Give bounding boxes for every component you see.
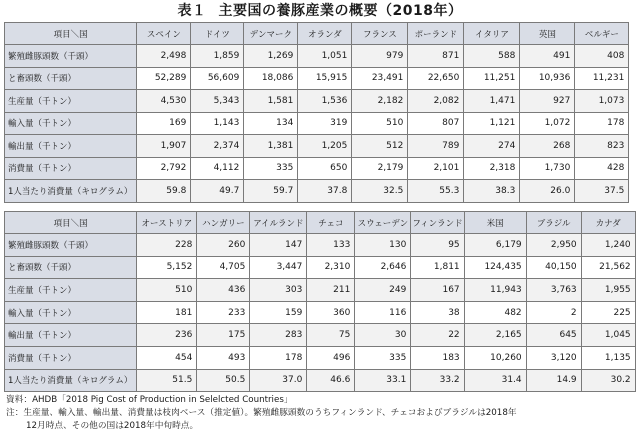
row-label: 輸入量（千トン）: [5, 112, 137, 135]
table-cell: 1,240: [581, 234, 635, 257]
table-cell: 360: [307, 301, 355, 324]
table-cell: 1,121: [464, 112, 520, 135]
table-cell: 159: [250, 301, 307, 324]
table-cell: 4,112: [191, 157, 244, 180]
table-cell: 233: [197, 301, 250, 324]
table-cell: 2,792: [137, 157, 191, 180]
country-header: オランダ: [298, 23, 352, 45]
table-cell: 236: [137, 324, 197, 347]
table-cell: 59.8: [137, 180, 191, 203]
table-cell: 14.9: [526, 369, 581, 392]
table-cell: 228: [137, 234, 197, 257]
table-cell: 436: [197, 279, 250, 302]
country-header: 英国: [520, 23, 575, 45]
table-row: [5, 369, 636, 392]
table-cell: 49.7: [191, 180, 244, 203]
table-cell: 133: [307, 234, 355, 257]
table-cell: 1,730: [520, 157, 575, 180]
table-cell: 56,609: [191, 67, 244, 90]
row-label: 生産量（千トン）: [5, 90, 137, 113]
table-number: 表１: [177, 3, 207, 19]
table-cell: 124,435: [464, 256, 526, 279]
table-cell: 75: [307, 324, 355, 347]
table-cell: 807: [408, 112, 464, 135]
row-label: 繁殖雌豚頭数（千頭）: [5, 45, 137, 68]
table-cell: 335: [355, 346, 411, 369]
table-cell: 51.5: [137, 369, 197, 392]
table-cell: 512: [352, 135, 408, 158]
table-cell: 31.4: [464, 369, 526, 392]
table-cell: 871: [408, 45, 464, 68]
table-cell: 1,381: [244, 135, 298, 158]
table-cell: 2,101: [408, 157, 464, 180]
table-cell: 21,562: [581, 256, 635, 279]
table-cell: 211: [307, 279, 355, 302]
table-cell: 52,289: [137, 67, 191, 90]
table-cell: 510: [352, 112, 408, 135]
table-cell: 23,491: [352, 67, 408, 90]
table-cell: 225: [581, 301, 635, 324]
table-cell: 823: [575, 135, 629, 158]
table-cell: 650: [298, 157, 352, 180]
table-cell: 37.5: [575, 180, 629, 203]
country-header: ベルギー: [575, 23, 629, 45]
source-note: 資料：AHDB「2018 Pig Cost of Production in Selelcted Countries」: [6, 395, 293, 405]
table-cell: 37.0: [250, 369, 307, 392]
table-cell: 979: [352, 45, 408, 68]
table-cell: 18,086: [244, 67, 298, 90]
row-label: 1人当たり消費量（キログラム）: [5, 180, 137, 203]
table-cell: 1,072: [520, 112, 575, 135]
table-cell: 2,179: [352, 157, 408, 180]
table-cell: 5,152: [137, 256, 197, 279]
table-cell: 510: [137, 279, 197, 302]
table-cell: 1,536: [298, 90, 352, 113]
table-cell: 454: [137, 346, 197, 369]
row-label: 輸出量（千トン）: [5, 324, 137, 347]
country-header: オーストリア: [137, 212, 197, 234]
table-cell: 1,859: [191, 45, 244, 68]
pig-industry-table-2: [4, 211, 636, 392]
table-cell: 178: [575, 112, 629, 135]
table-cell: 30.2: [581, 369, 635, 392]
table-row: [5, 256, 636, 279]
table-cell: 588: [464, 45, 520, 68]
table-cell: 38.3: [464, 180, 520, 203]
table-cell: 3,763: [526, 279, 581, 302]
row-label: 輸入量（千トン）: [5, 301, 137, 324]
table-cell: 22: [411, 324, 464, 347]
table-cell: 6,179: [464, 234, 526, 257]
table-cell: 26.0: [520, 180, 575, 203]
table-row: [5, 279, 636, 302]
table-cell: 927: [520, 90, 575, 113]
table-cell: 1,135: [581, 346, 635, 369]
row-label: 輸出量（千トン）: [5, 135, 137, 158]
table-cell: 116: [355, 301, 411, 324]
table-cell: 33.2: [411, 369, 464, 392]
table-cell: 4,705: [197, 256, 250, 279]
table-row: [5, 135, 629, 158]
table-cell: 1,045: [581, 324, 635, 347]
table-cell: 274: [464, 135, 520, 158]
row-label: と畜頭数（千頭）: [5, 256, 137, 279]
table-cell: 428: [575, 157, 629, 180]
table-cell: 249: [355, 279, 411, 302]
country-header: イタリア: [464, 23, 520, 45]
table-cell: 493: [197, 346, 250, 369]
pig-industry-table-1: [4, 22, 629, 203]
table-cell: 303: [250, 279, 307, 302]
table-cell: 1,051: [298, 45, 352, 68]
row-label: 1人当たり消費量（キログラム）: [5, 369, 137, 392]
table-cell: 491: [520, 45, 575, 68]
row-label: 繁殖雌豚頭数（千頭）: [5, 234, 137, 257]
table-cell: 2,318: [464, 157, 520, 180]
table-cell: 175: [197, 324, 250, 347]
table-cell: 1,269: [244, 45, 298, 68]
table-cell: 268: [520, 135, 575, 158]
table-row: [5, 301, 636, 324]
table-cell: 50.5: [197, 369, 250, 392]
table-cell: 178: [250, 346, 307, 369]
table-cell: 1,073: [575, 90, 629, 113]
table-cell: 482: [464, 301, 526, 324]
country-header: ブラジル: [526, 212, 581, 234]
table-cell: 130: [355, 234, 411, 257]
table-row: [5, 324, 636, 347]
table-cell: 169: [137, 112, 191, 135]
corner-header: 項目＼国: [5, 23, 137, 45]
table-cell: 2,374: [191, 135, 244, 158]
country-header: 米国: [464, 212, 526, 234]
table-cell: 40,150: [526, 256, 581, 279]
table-cell: 2,165: [464, 324, 526, 347]
table-cell: 645: [526, 324, 581, 347]
table-cell: 2,498: [137, 45, 191, 68]
table-cell: 33.1: [355, 369, 411, 392]
table-cell: 95: [411, 234, 464, 257]
table-row: [5, 90, 629, 113]
country-header: フランス: [352, 23, 408, 45]
corner-header: 項目＼国: [5, 212, 137, 234]
table-cell: 1,811: [411, 256, 464, 279]
footnote-line-2: 12月時点、その他の国は2018年中旬時点。: [26, 421, 199, 431]
table-cell: 11,943: [464, 279, 526, 302]
country-header: デンマーク: [244, 23, 298, 45]
country-header: ハンガリー: [197, 212, 250, 234]
table-cell: 1,143: [191, 112, 244, 135]
table-cell: 2,646: [355, 256, 411, 279]
table-cell: 2,082: [408, 90, 464, 113]
table-cell: 3,447: [250, 256, 307, 279]
table-cell: 59.7: [244, 180, 298, 203]
table-row: [5, 234, 636, 257]
row-label: と畜頭数（千頭）: [5, 67, 137, 90]
table-cell: 496: [307, 346, 355, 369]
row-label: 生産量（千トン）: [5, 279, 137, 302]
table-row: [5, 112, 629, 135]
table-cell: 4,530: [137, 90, 191, 113]
row-label: 消費量（千トン）: [5, 157, 137, 180]
table-cell: 22,650: [408, 67, 464, 90]
header-row: [5, 23, 629, 45]
country-header: ポーランド: [408, 23, 464, 45]
header-row: [5, 212, 636, 234]
table-cell: 147: [250, 234, 307, 257]
table-cell: 2,310: [307, 256, 355, 279]
table-cell: 32.5: [352, 180, 408, 203]
table-cell: 10,260: [464, 346, 526, 369]
table-cell: 789: [408, 135, 464, 158]
table-cell: 2,182: [352, 90, 408, 113]
table-cell: 260: [197, 234, 250, 257]
country-header: カナダ: [581, 212, 635, 234]
table-cell: 183: [411, 346, 464, 369]
row-label: 消費量（千トン）: [5, 346, 137, 369]
table-cell: 319: [298, 112, 352, 135]
table-cell: 1,205: [298, 135, 352, 158]
table-cell: 55.3: [408, 180, 464, 203]
table-title-text: 主要国の養豚産業の概要（2018年）: [218, 3, 463, 19]
country-header: アイルランド: [250, 212, 307, 234]
country-header: チェコ: [307, 212, 355, 234]
table-cell: 408: [575, 45, 629, 68]
country-header: フィンランド: [411, 212, 464, 234]
table-row: [5, 67, 629, 90]
table-cell: 1,955: [581, 279, 635, 302]
table-cell: 10,936: [520, 67, 575, 90]
table-cell: 2,950: [526, 234, 581, 257]
table-cell: 11,231: [575, 67, 629, 90]
table-title: [0, 2, 640, 20]
table-cell: 15,915: [298, 67, 352, 90]
table-cell: 1,471: [464, 90, 520, 113]
table-cell: 5,343: [191, 90, 244, 113]
table-cell: 37.8: [298, 180, 352, 203]
table-cell: 134: [244, 112, 298, 135]
table-cell: 1,907: [137, 135, 191, 158]
country-header: スウェーデン: [355, 212, 411, 234]
table-cell: 283: [250, 324, 307, 347]
table-row: [5, 346, 636, 369]
table-cell: 46.6: [307, 369, 355, 392]
country-header: スペイン: [137, 23, 191, 45]
table-cell: 1,581: [244, 90, 298, 113]
table-cell: 181: [137, 301, 197, 324]
table-cell: 30: [355, 324, 411, 347]
table-cell: 335: [244, 157, 298, 180]
footnote-line-1: 注：生産量、輸入量、輸出量、消費量は枝肉ベース（推定値）。繁殖雌豚頭数のうちフィンランド、チェコおよびブラジルは2018年: [6, 408, 517, 418]
country-header: ドイツ: [191, 23, 244, 45]
table-cell: 38: [411, 301, 464, 324]
table-row: [5, 45, 629, 68]
table-cell: 11,251: [464, 67, 520, 90]
table-cell: 167: [411, 279, 464, 302]
table-cell: 3,120: [526, 346, 581, 369]
table-row: [5, 157, 629, 180]
table-row: [5, 180, 629, 203]
table-cell: 2: [526, 301, 581, 324]
